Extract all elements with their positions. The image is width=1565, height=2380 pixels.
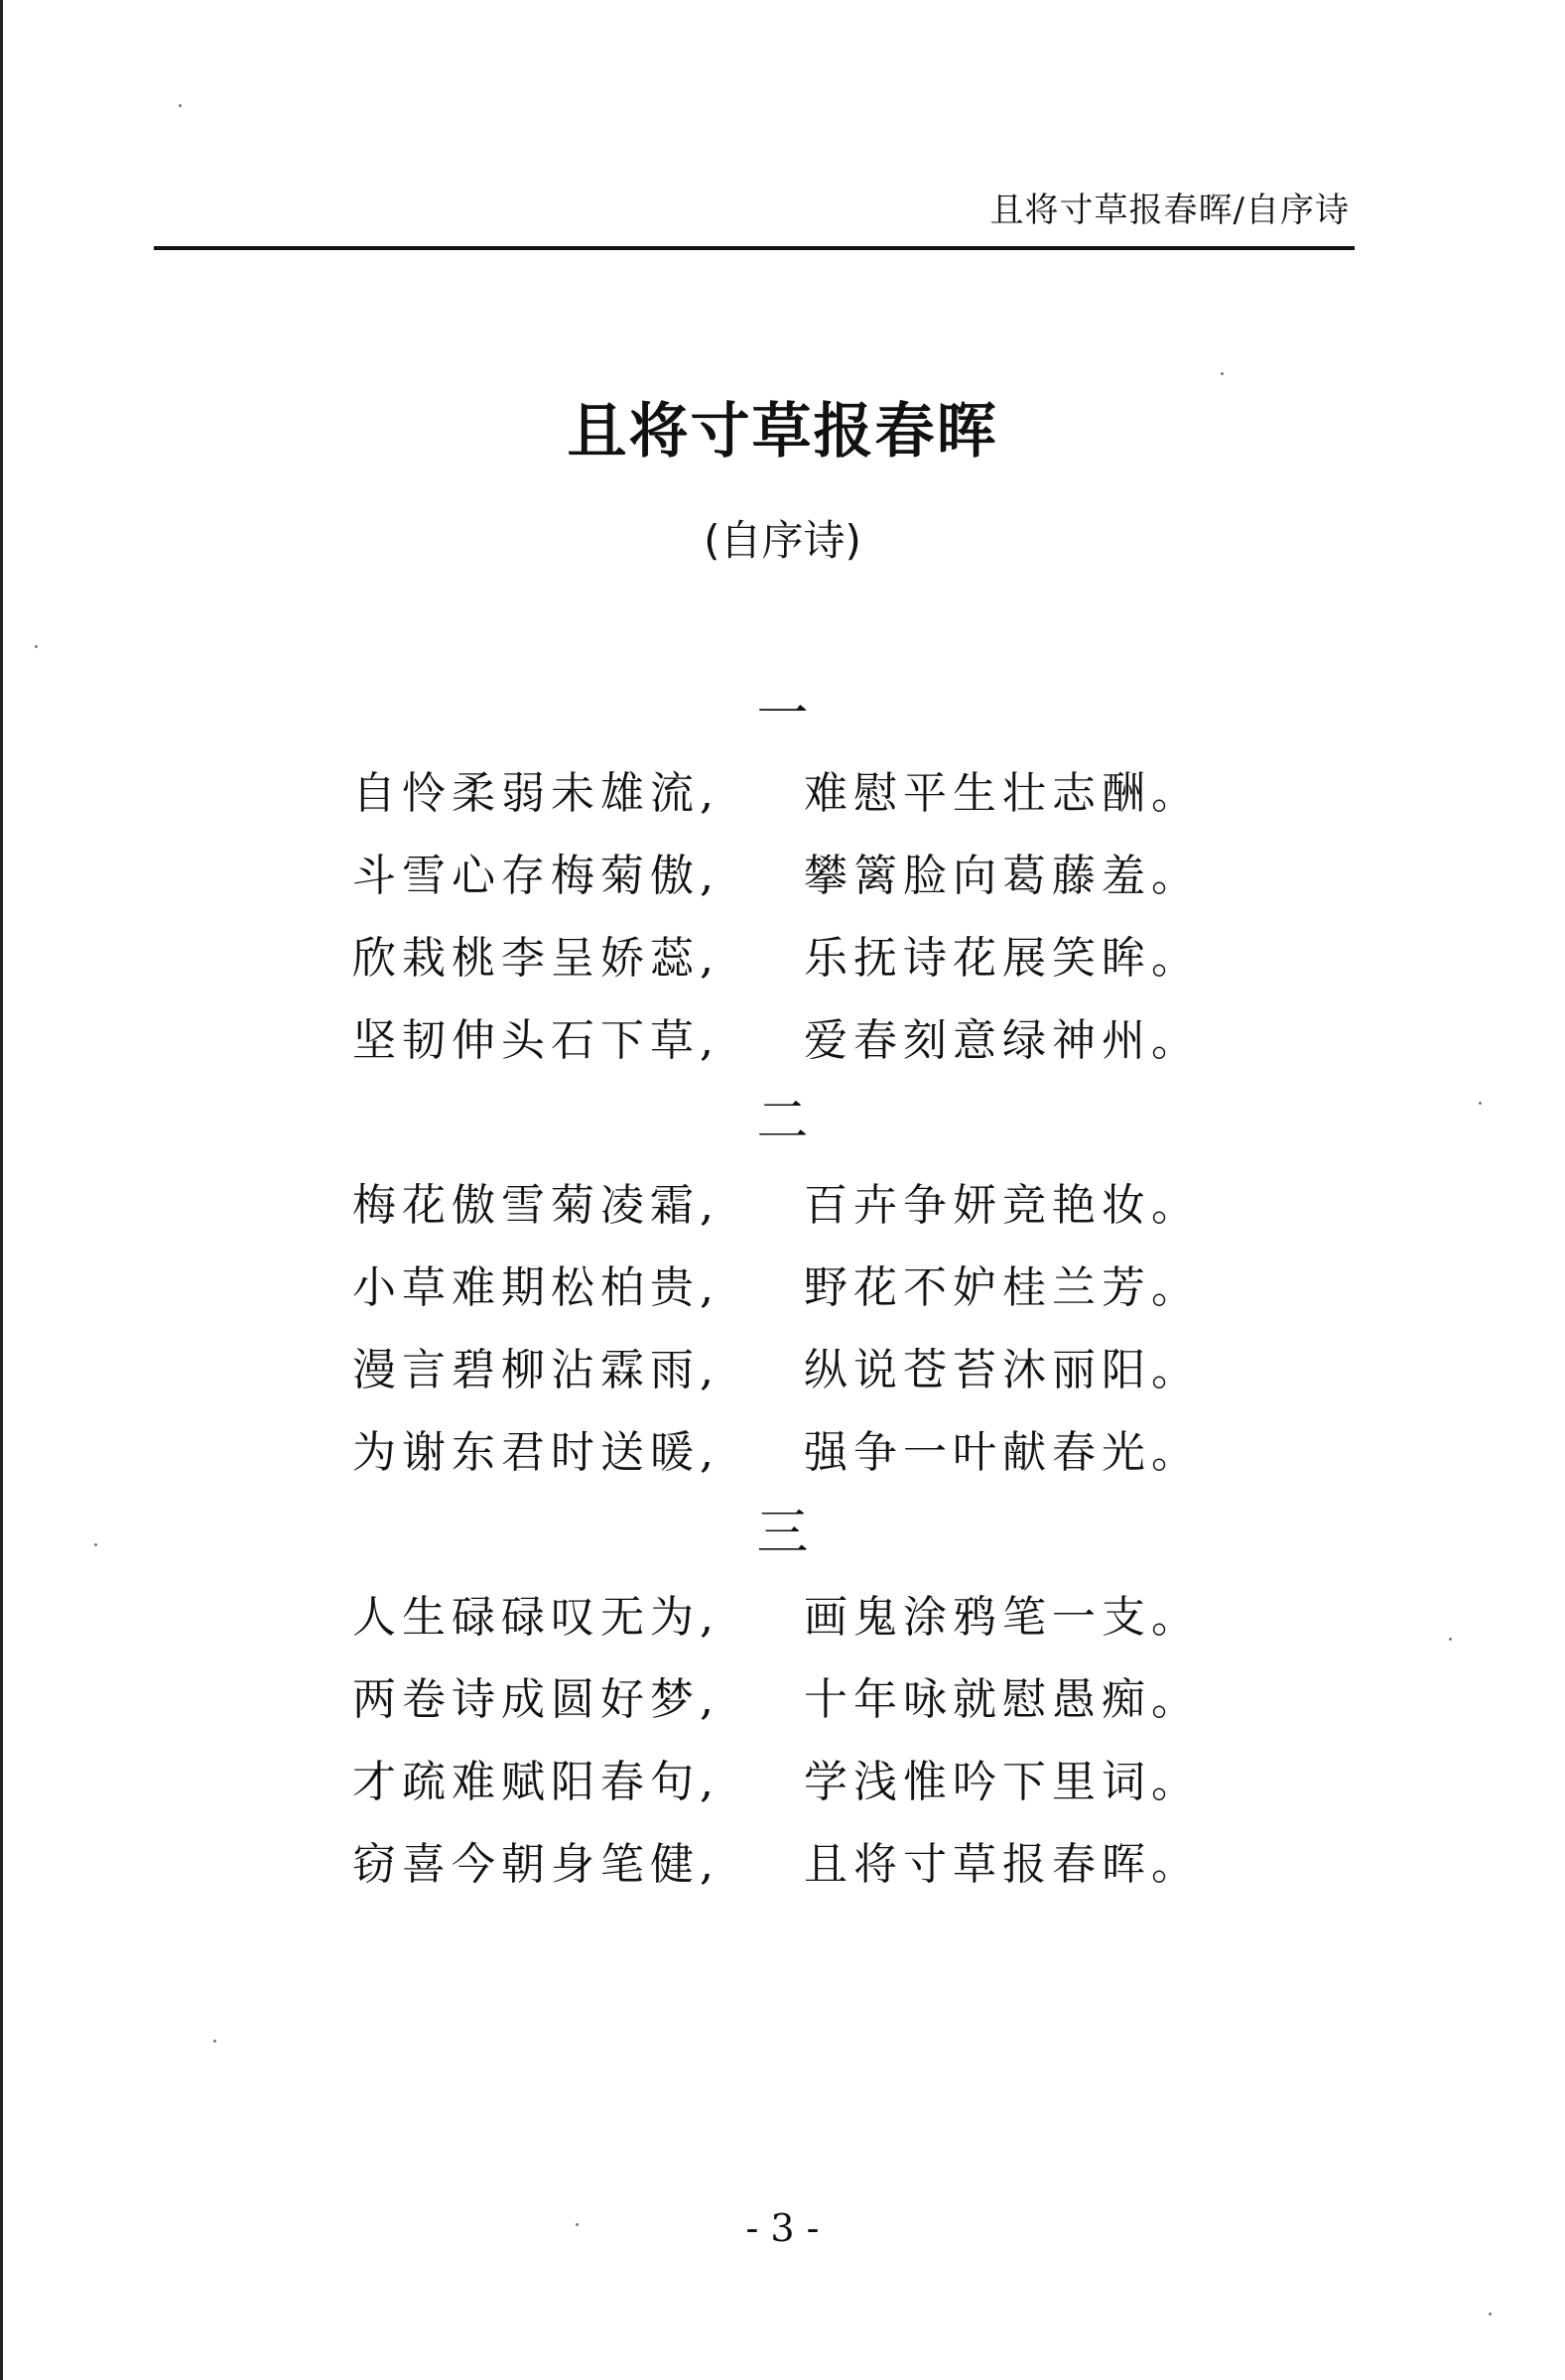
section-numeral: 三 <box>756 1504 809 1563</box>
verse-line <box>0 1011 1565 1071</box>
scan-speck <box>1221 372 1224 375</box>
verse-second-half: 乐抚诗花展笑眸。 <box>804 933 1201 984</box>
verse-first-half: 坚韧伸头石下草, <box>352 1015 719 1066</box>
scan-speck <box>1489 2313 1492 2315</box>
verse-first-half: 欣栽桃李呈娇蕊, <box>352 933 719 984</box>
verse-first-half: 梅花傲雪菊凌霜, <box>352 1180 719 1231</box>
verse-second-half: 难慰平生壮志酬。 <box>804 768 1201 819</box>
verse-line <box>0 929 1565 989</box>
scan-speck <box>94 1543 97 1546</box>
section-numeral: 二 <box>756 1092 809 1151</box>
verse-first-half: 自怜柔弱未雄流, <box>352 768 719 819</box>
verse-first-half: 两卷诗成圆好梦, <box>352 1674 719 1725</box>
running-header: 且将寸草报春晖/自序诗 <box>989 191 1350 230</box>
verse-line <box>0 1753 1565 1812</box>
verse-second-half: 且将寸草报春晖。 <box>804 1839 1201 1890</box>
scan-speck <box>1449 1638 1452 1641</box>
verse-line <box>0 1670 1565 1730</box>
verse-first-half: 斗雪心存梅菊傲, <box>352 851 719 901</box>
verse-line <box>0 1341 1565 1400</box>
verse-second-half: 强争一叶献春光。 <box>804 1427 1201 1478</box>
scan-speck <box>35 645 38 648</box>
verse-line <box>0 1423 1565 1483</box>
verse-first-half: 漫言碧柳沾霖雨, <box>352 1345 719 1395</box>
verse-second-half: 学浅惟吟下里词。 <box>804 1757 1201 1807</box>
header-rule <box>154 246 1355 250</box>
scan-speck <box>213 2040 216 2043</box>
verse-second-half: 攀篱脸向葛藤羞。 <box>804 851 1201 901</box>
verse-first-half: 窃喜今朝身笔健, <box>352 1839 719 1890</box>
verse-line <box>0 1835 1565 1895</box>
verse-line <box>0 1176 1565 1236</box>
verse-line <box>0 847 1565 906</box>
verse-line <box>0 1588 1565 1648</box>
page-number: - 3 - <box>745 2206 820 2250</box>
scan-speck <box>576 2223 579 2226</box>
scan-speck <box>179 104 182 107</box>
verse-first-half: 小草难期松柏贵, <box>352 1262 719 1313</box>
verse-second-half: 百卉争妍竞艳妆。 <box>804 1180 1201 1231</box>
page-title: 且将寸草报春晖 <box>567 397 998 466</box>
page-subtitle: (自序诗) <box>704 516 861 565</box>
verse-first-half: 才疏难赋阳春句, <box>352 1757 719 1807</box>
verse-first-half: 人生碌碌叹无为, <box>352 1592 719 1643</box>
verse-second-half: 十年咏就慰愚痴。 <box>804 1674 1201 1725</box>
section-numeral: 一 <box>756 685 809 744</box>
verse-line <box>0 764 1565 824</box>
verse-second-half: 画鬼涂鸦笔一支。 <box>804 1592 1201 1643</box>
verse-line <box>0 1258 1565 1318</box>
verse-second-half: 野花不妒桂兰芳。 <box>804 1262 1201 1313</box>
verse-first-half: 为谢东君时送暖, <box>352 1427 719 1478</box>
verse-second-half: 纵说苍苔沐丽阳。 <box>804 1345 1201 1395</box>
verse-second-half: 爱春刻意绿神州。 <box>804 1015 1201 1066</box>
scan-speck <box>1479 1102 1482 1105</box>
